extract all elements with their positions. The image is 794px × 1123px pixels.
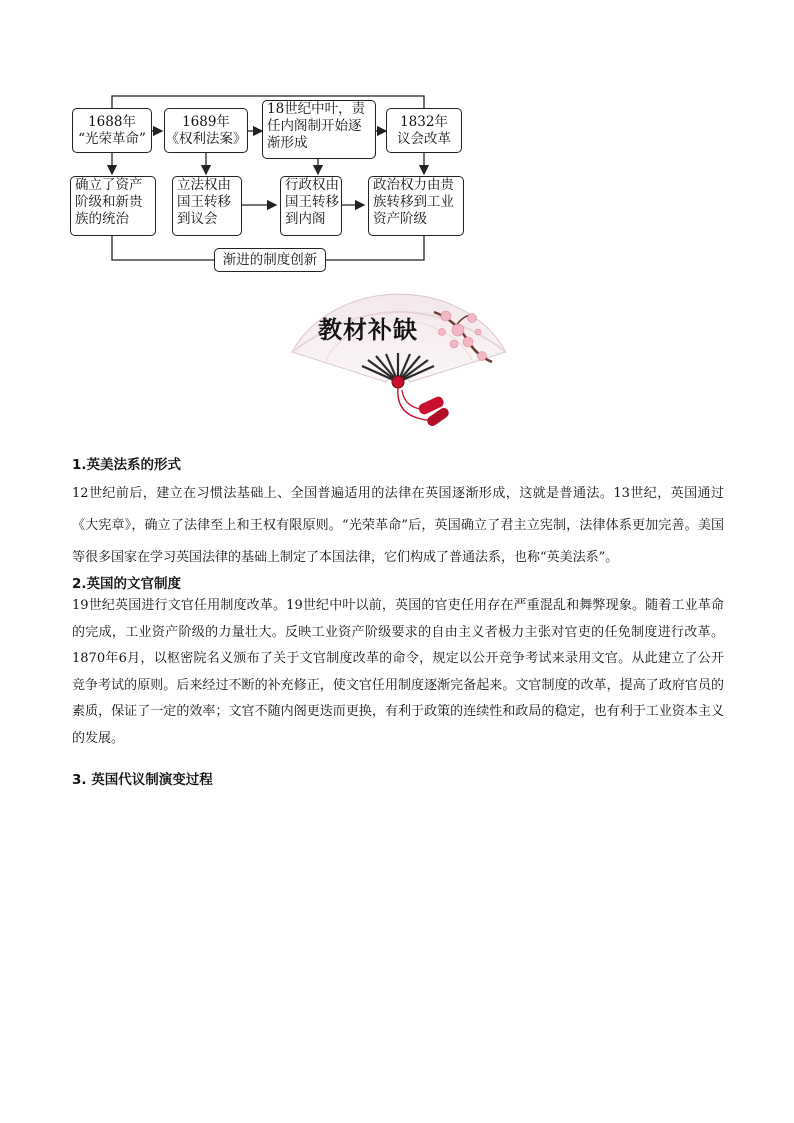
section-2-body: 19世纪英国进行文官任用制度改革。19世纪中叶以前，英国的官吏任用存在严重混乱和舞弊现象。随着工业革命的完成，工业资产阶级的力量壮大。反映工业资产阶级要求的自由主义者极力主张对官吏的任免制度进行改革。1870年6月，以枢密院名义颁布了关于文官制度改革的命令，规定以公开竞争考试来录用文官。从此建立了公开竞争考试的原则。后来经过不断的补充修正，使文官任用制度逐渐完备起来。文官制度的改革，提高了政府官员的素质，保证了一定的效率；文官不随内阁更迭而更换，有利于政策的连续性和政局的稳定，也有利于工业资本主义的发展。 <box>72 598 724 746</box>
node-event: “光荣革命” <box>78 130 146 147</box>
flow-result-1 <box>70 176 156 236</box>
node-line: 国王转移 <box>177 194 231 210</box>
fan-banner-icon <box>286 282 512 442</box>
node-event: 《权利法案》 <box>165 130 247 147</box>
section-2-heading: 2.英国的文官制度 <box>72 576 182 592</box>
node-line: 行政权由 <box>285 177 339 193</box>
node-year: 1688年 <box>88 113 136 130</box>
flowchart <box>0 0 794 280</box>
bracket-label-text: 渐进的制度创新 <box>222 251 318 268</box>
bottom-bracket-right <box>326 236 424 260</box>
section-3-heading: 3. 英国代议制演变过程 <box>72 772 213 788</box>
node-line: 到议会 <box>177 211 218 227</box>
flow-result-3 <box>280 176 342 236</box>
bottom-bracket-left <box>112 236 214 260</box>
flow-node-18th-century <box>262 100 376 159</box>
node-line: 阶级和新贵 <box>75 194 143 210</box>
node-line: 确立了资产 <box>75 177 143 193</box>
banner-title: 教材补缺 <box>318 316 418 344</box>
node-year: 1689年 <box>182 113 230 130</box>
node-line: 资产阶级 <box>373 211 427 227</box>
node-event: 议会改革 <box>397 130 451 147</box>
node-line: 18世纪中叶，责 <box>267 101 366 117</box>
node-line: 政治权力由贵 <box>373 177 454 193</box>
flow-bracket-label <box>214 248 326 272</box>
flow-node-1832 <box>386 108 462 153</box>
node-line: 到内阁 <box>285 211 326 227</box>
flow-node-1688 <box>72 108 152 153</box>
node-line: 渐形成 <box>267 135 308 151</box>
section-1-heading: 1.英美法系的形式 <box>72 457 182 473</box>
section-1-body: 12世纪前后，建立在习惯法基础上、全国普遍适用的法律在英国逐渐形成，这就是普通法。13世纪，英国通过《大宪章》，确立了法律至上和王权有限原则。“光荣革命”后，英国确立了君主立宪制，法律体系更加完善。美国等很多国家在学习英国法律的基础上制定了本国法律，它们构成了普通法系，也称“英美法系”。 <box>72 486 724 565</box>
node-year: 1832年 <box>400 113 448 130</box>
flow-result-4 <box>368 176 464 236</box>
node-line: 立法权由 <box>177 177 231 193</box>
node-line: 族的统治 <box>75 211 129 227</box>
node-line: 任内阁制开始逐 <box>267 118 362 134</box>
node-line: 族转移到工业 <box>373 194 454 210</box>
node-line: 国王转移 <box>285 194 339 210</box>
flow-result-2 <box>172 176 242 236</box>
flow-node-1689 <box>164 108 248 153</box>
